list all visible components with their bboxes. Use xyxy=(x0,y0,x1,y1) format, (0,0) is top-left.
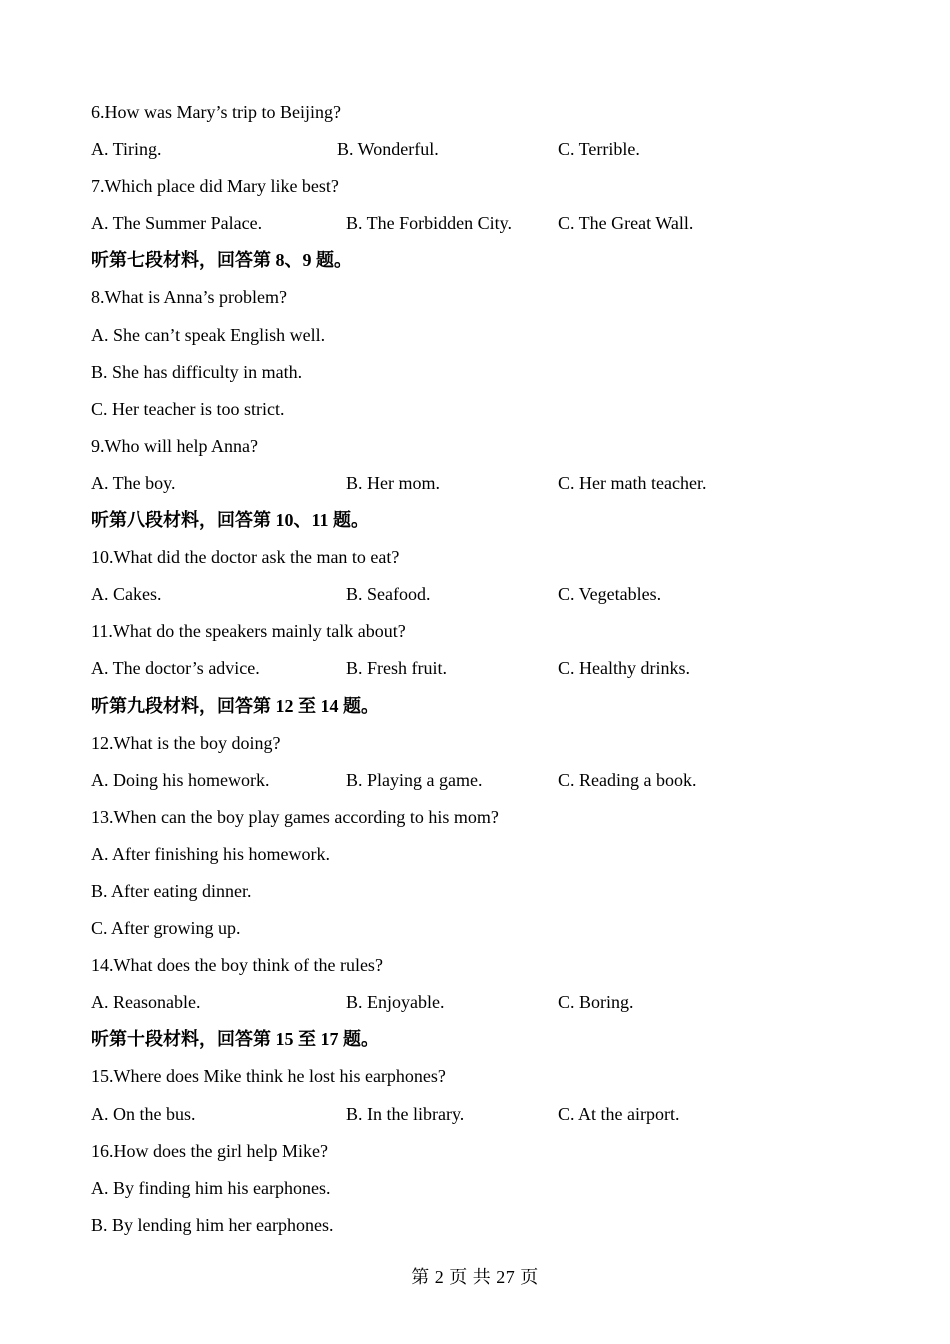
question-13: 13.When can the boy play games according to his mom? xyxy=(91,806,499,827)
q6-option-c: C. Terrible. xyxy=(558,139,640,160)
question-12: 12.What is the boy doing? xyxy=(91,732,281,753)
q14-option-b: B. Enjoyable. xyxy=(346,992,445,1013)
question-7: 7.Which place did Mary like best? xyxy=(91,176,339,197)
question-6-options xyxy=(91,131,871,168)
q16-option-b: B. By lending him her earphones. xyxy=(91,1214,334,1235)
q8-option-b: B. She has difficulty in math. xyxy=(91,361,303,382)
q16-option-a: A. By finding him his earphones. xyxy=(91,1177,331,1198)
q7-option-b: B. The Forbidden City. xyxy=(346,213,512,234)
question-15-options xyxy=(91,1096,871,1133)
q9-option-a: A. The boy. xyxy=(91,472,176,493)
q6-option-a: A. Tiring. xyxy=(91,139,162,160)
section-heading-9: 听第九段材料，回答第 12 至 14 题。 xyxy=(91,695,379,716)
question-16: 16.How does the girl help Mike? xyxy=(91,1140,328,1161)
question-14-options xyxy=(91,984,871,1021)
page-content xyxy=(91,94,871,1244)
q10-option-c: C. Vegetables. xyxy=(558,584,662,605)
section-heading-7: 听第七段材料，回答第 8、9 题。 xyxy=(91,250,352,271)
q10-option-b: B. Seafood. xyxy=(346,584,431,605)
question-7-options xyxy=(91,205,871,242)
q8-option-a: A. She can’t speak English well. xyxy=(91,324,326,345)
q11-option-b: B. Fresh fruit. xyxy=(346,658,447,679)
q11-option-c: C. Healthy drinks. xyxy=(558,658,690,679)
q14-option-c: C. Boring. xyxy=(558,992,634,1013)
q9-option-b: B. Her mom. xyxy=(346,472,440,493)
question-6: 6.How was Mary’s trip to Beijing? xyxy=(91,102,341,122)
q7-option-c: C. The Great Wall. xyxy=(558,213,694,234)
q15-option-c: C. At the airport. xyxy=(558,1103,680,1124)
question-14: 14.What does the boy think of the rules? xyxy=(91,955,383,976)
q7-option-a: A. The Summer Palace. xyxy=(91,213,263,234)
q15-option-b: B. In the library. xyxy=(346,1103,465,1124)
q12-option-b: B. Playing a game. xyxy=(346,769,483,790)
section-heading-8: 听第八段材料，回答第 10、11 题。 xyxy=(91,510,370,531)
q13-option-b: B. After eating dinner. xyxy=(91,880,252,901)
question-8: 8.What is Anna’s problem? xyxy=(91,287,287,308)
q6-option-b: B. Wonderful. xyxy=(337,139,439,160)
q14-option-a: A. Reasonable. xyxy=(91,992,201,1013)
question-12-options xyxy=(91,762,871,799)
page-footer: 第 2 页 共 27 页 xyxy=(411,1267,539,1287)
q13-option-c: C. After growing up. xyxy=(91,918,241,939)
section-heading-10: 听第十段材料，回答第 15 至 17 题。 xyxy=(91,1029,379,1050)
question-10: 10.What did the doctor ask the man to eat? xyxy=(91,547,400,568)
question-10-options xyxy=(91,576,871,613)
q10-option-a: A. Cakes. xyxy=(91,584,162,605)
question-11-options xyxy=(91,650,871,687)
q12-option-a: A. Doing his homework. xyxy=(91,769,270,790)
q12-option-c: C. Reading a book. xyxy=(558,769,697,790)
q15-option-a: A. On the bus. xyxy=(91,1103,196,1124)
question-15: 15.Where does Mike think he lost his earphones? xyxy=(91,1066,446,1087)
q13-option-a: A. After finishing his homework. xyxy=(91,843,330,864)
q8-option-c: C. Her teacher is too strict. xyxy=(91,398,285,419)
question-9-options xyxy=(91,465,871,502)
q11-option-a: A. The doctor’s advice. xyxy=(91,658,260,679)
question-9: 9.Who will help Anna? xyxy=(91,435,258,456)
question-11: 11.What do the speakers mainly talk about? xyxy=(91,621,406,642)
q9-option-c: C. Her math teacher. xyxy=(558,472,707,493)
